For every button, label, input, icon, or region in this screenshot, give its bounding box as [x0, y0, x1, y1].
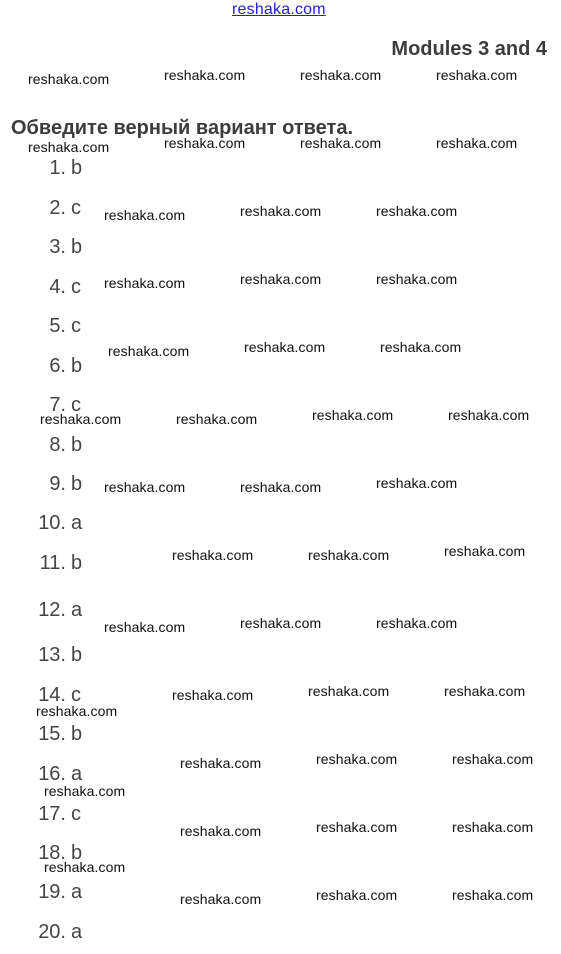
answer-item [32, 921, 132, 944]
answer-number: 11. [39, 552, 66, 574]
watermark: reshaka.com [104, 479, 186, 495]
watermark: reshaka.com [104, 207, 186, 223]
watermark: reshaka.com [28, 71, 110, 87]
watermark: reshaka.com [448, 407, 530, 423]
watermark: reshaka.com [452, 751, 534, 767]
watermark: reshaka.com [244, 339, 326, 355]
answer-number: 2. [49, 197, 66, 219]
watermark: reshaka.com [316, 819, 398, 835]
watermark: reshaka.com [452, 819, 534, 835]
answer-number: 20. [38, 921, 66, 943]
answer-letter: b [71, 842, 83, 864]
answer-letter: b [71, 236, 83, 258]
answer-number: 12. [38, 599, 66, 621]
watermark: reshaka.com [104, 619, 186, 635]
answer-number: 1. [49, 157, 66, 179]
watermark: reshaka.com [312, 407, 394, 423]
answer-item [32, 157, 132, 180]
answer-number: 5. [49, 315, 66, 337]
watermark: reshaka.com [376, 475, 458, 491]
watermark: reshaka.com [308, 547, 390, 563]
watermark: reshaka.com [176, 411, 258, 427]
answer-letter: b [71, 723, 83, 745]
watermark: reshaka.com [104, 275, 186, 291]
page-title: Modules 3 and 4 [391, 38, 547, 60]
watermark: reshaka.com [316, 751, 398, 767]
watermark: reshaka.com [180, 823, 262, 839]
watermark: reshaka.com [436, 67, 518, 83]
answer-number: 15. [38, 723, 66, 745]
answer-letter: c [71, 803, 81, 825]
watermark: reshaka.com [380, 339, 462, 355]
answer-letter: b [71, 355, 83, 377]
watermark: reshaka.com [172, 547, 254, 563]
watermark: reshaka.com [452, 887, 534, 903]
watermark: reshaka.com [180, 891, 262, 907]
answer-letter: c [71, 684, 81, 706]
answer-letter: c [71, 276, 81, 298]
site-link[interactable]: reshaka.com [232, 1, 326, 18]
watermark: reshaka.com [44, 859, 126, 875]
watermark: reshaka.com [300, 135, 382, 151]
answer-number: 6. [49, 355, 66, 377]
answer-number: 7. [49, 394, 66, 416]
answer-letter: c [71, 394, 81, 416]
answer-number: 17. [38, 803, 66, 825]
watermark: reshaka.com [240, 203, 322, 219]
watermark: reshaka.com [164, 67, 246, 83]
answer-letter: a [71, 881, 83, 903]
answer-letter: b [71, 434, 83, 456]
answer-letter: b [71, 157, 83, 179]
watermark: reshaka.com [444, 683, 526, 699]
watermark: reshaka.com [316, 887, 398, 903]
watermark: reshaka.com [108, 343, 190, 359]
answer-number: 8. [49, 434, 66, 456]
watermark: reshaka.com [36, 703, 118, 719]
answer-letter: c [71, 197, 81, 219]
watermark: reshaka.com [44, 783, 126, 799]
answer-item [32, 881, 132, 904]
instruction-heading: Обведите верный вариант ответа. [11, 117, 354, 139]
watermark: reshaka.com [308, 683, 390, 699]
watermark: reshaka.com [240, 479, 322, 495]
answer-item [32, 644, 132, 667]
watermark: reshaka.com [164, 135, 246, 151]
answer-letter: b [71, 473, 83, 495]
answer-letter: a [71, 763, 83, 785]
answer-letter: c [71, 315, 81, 337]
answer-letter: b [71, 552, 83, 574]
watermark: reshaka.com [240, 615, 322, 631]
watermark: reshaka.com [376, 615, 458, 631]
watermark: reshaka.com [28, 139, 110, 155]
answer-number: 13. [38, 644, 66, 666]
answer-letter: a [71, 512, 83, 534]
answer-letter: a [71, 921, 83, 943]
answer-number: 9. [49, 473, 66, 495]
answer-number: 10. [38, 512, 66, 534]
watermark: reshaka.com [376, 271, 458, 287]
answer-item [32, 512, 132, 535]
answer-number: 3. [49, 236, 66, 258]
answer-letter: b [71, 644, 83, 666]
answer-number: 18. [38, 842, 66, 864]
answer-number: 19. [38, 881, 66, 903]
answer-item [32, 434, 132, 457]
watermark: reshaka.com [444, 543, 526, 559]
answer-number: 14. [38, 684, 66, 706]
answer-item [32, 236, 132, 259]
watermark: reshaka.com [172, 687, 254, 703]
answer-item [32, 803, 132, 826]
answer-letter: a [71, 599, 83, 621]
watermark: reshaka.com [300, 67, 382, 83]
watermark: reshaka.com [436, 135, 518, 151]
answer-item [32, 315, 132, 338]
watermark: reshaka.com [376, 203, 458, 219]
answer-number: 4. [49, 276, 66, 298]
answer-item [32, 552, 132, 575]
answer-number: 16. [38, 763, 66, 785]
answer-item [32, 723, 132, 746]
watermark: reshaka.com [40, 411, 122, 427]
watermark: reshaka.com [240, 271, 322, 287]
watermark: reshaka.com [180, 755, 262, 771]
